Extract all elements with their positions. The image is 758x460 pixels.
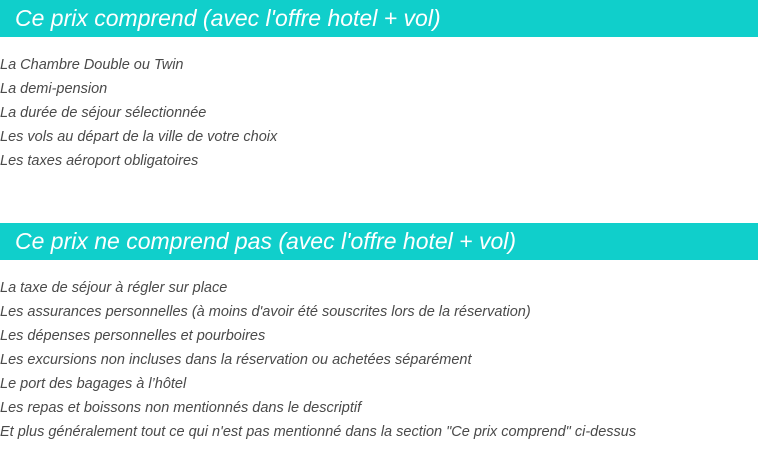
excludes-item: Et plus généralement tout ce qui n'est pas mentionné dans la section "Ce prix comprend" ci-dessus <box>0 424 637 440</box>
section-title-includes: Ce prix comprend (avec l'offre hotel + vol) <box>0 0 758 37</box>
includes-item: Les taxes aéroport obligatoires <box>0 153 199 169</box>
includes-list <box>0 53 277 173</box>
section-title-excludes: Ce prix ne comprend pas (avec l'offre hotel + vol) <box>0 223 758 260</box>
excludes-item: Les repas et boissons non mentionnés dans le descriptif <box>0 400 362 416</box>
excludes-item: Le port des bagages à l’hôtel <box>0 376 187 392</box>
includes-item: La Chambre Double ou Twin <box>0 57 184 73</box>
excludes-item: La taxe de séjour à régler sur place <box>0 280 228 296</box>
excludes-item: Les dépenses personnelles et pourboires <box>0 328 266 344</box>
includes-item: La durée de séjour sélectionnée <box>0 105 207 121</box>
includes-item: La demi-pension <box>0 81 108 97</box>
excludes-list <box>0 276 636 444</box>
excludes-item: Les assurances personnelles (à moins d'avoir été souscrites lors de la réservation) <box>0 304 531 320</box>
excludes-item: Les excursions non incluses dans la réservation ou achetées séparément <box>0 352 472 368</box>
includes-item: Les vols au départ de la ville de votre choix <box>0 129 278 145</box>
